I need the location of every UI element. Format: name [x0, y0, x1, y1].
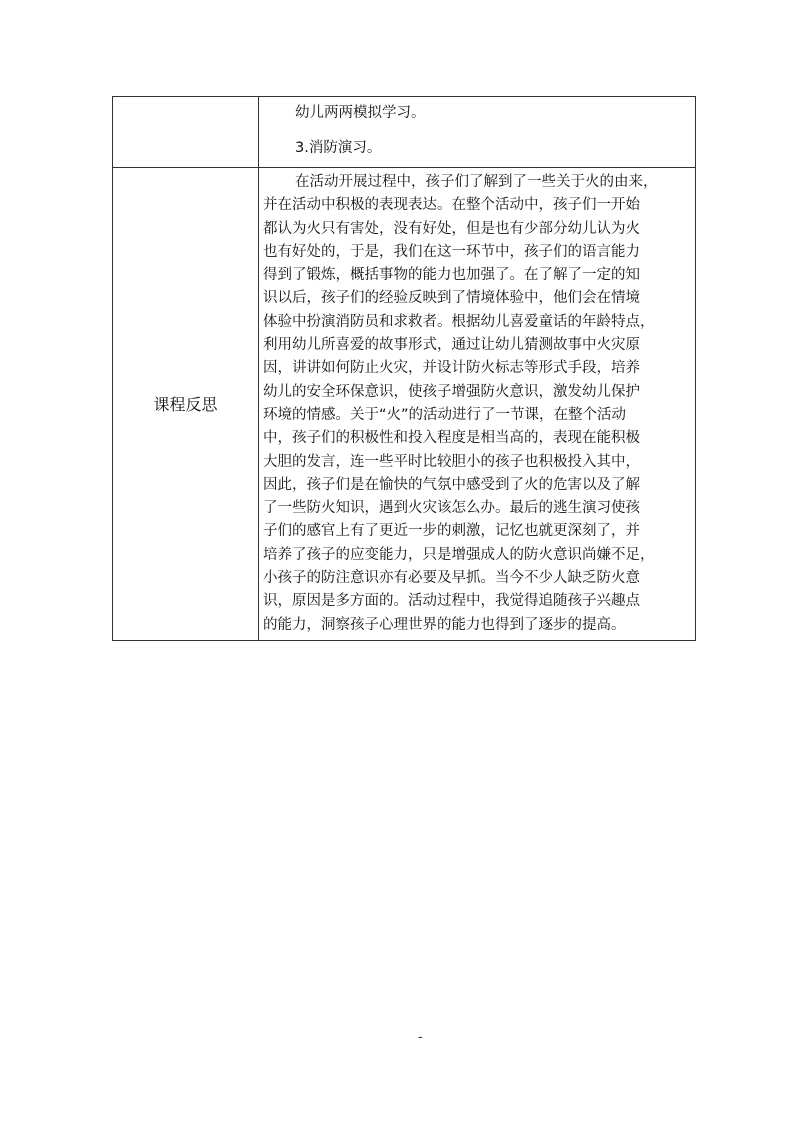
page-footer-mark: - — [418, 1030, 423, 1045]
row-label-empty — [113, 97, 259, 168]
reflection-line: 子们的感官上有了更近一步的刺激，记忆也就更深刻了，并 — [263, 523, 640, 540]
reflection-line: 因，讲讲如何防止火灾，并设计防火标志等形式手段，培养 — [263, 360, 640, 377]
reflection-line: 大胆的发言，连一些平时比较胆小的孩子也积极投入其中， — [263, 453, 640, 470]
reflection-line: 识以后，孩子们的经验反映到了情境体验中，他们会在情境 — [263, 290, 640, 307]
reflection-line: 了一些防火知识，遇到火灾该怎么办。最后的逃生演习使孩 — [263, 500, 640, 517]
table-row — [113, 168, 696, 641]
reflection-line: 中，孩子们的积极性和投入程度是相当高的，表现在能积极 — [263, 430, 640, 447]
reflection-line: 识，原因是多方面的。活动过程中，我觉得追随孩子兴趣点 — [263, 593, 640, 610]
reflection-line: 幼儿的安全环保意识，使孩子增强防火意识，激发幼儿保护 — [263, 383, 640, 400]
reflection-line: 培养了孩子的应变能力，只是增强成人的防火意识尚嫌不足， — [263, 546, 655, 563]
reflection-line: 利用幼儿所喜爱的故事形式，通过让幼儿猜测故事中火灾原 — [263, 337, 640, 354]
reflection-label: 课程反思 — [113, 168, 259, 641]
table-row — [113, 97, 696, 168]
reflection-line: 环境的情感。关于“火”的活动进行了一节课，在整个活动 — [263, 406, 627, 423]
reflection-line: 小孩子的防注意识亦有必要及早抓。当今不少人缺乏防火意 — [263, 570, 640, 587]
step-line: 3.消防演习。 — [295, 140, 382, 156]
reflection-line: 因此，孩子们是在愉快的气氛中感受到了火的危害以及了解 — [263, 476, 640, 493]
step-line: 幼儿两两模拟学习。 — [295, 105, 426, 121]
reflection-text-cell — [259, 168, 696, 641]
reflection-line: 得到了锻炼，概括事物的能力也加强了。在了解了一定的知 — [263, 267, 640, 284]
reflection-line: 也有好处的，于是，我们在这一环节中，孩子们的语言能力 — [263, 243, 640, 260]
reflection-line: 都认为火只有害处，没有好处，但是也有少部分幼儿认为火 — [263, 220, 640, 237]
reflection-line: 并在活动中积极的表现表达。在整个活动中，孩子们一开始 — [263, 197, 640, 214]
reflection-line: 的能力，洞察孩子心理世界的能力也得到了逐步的提高。 — [263, 616, 626, 633]
reflection-line: 在活动开展过程中，孩子们了解到了一些关于火的由来， — [295, 174, 658, 190]
reflection-line: 体验中扮演消防员和求救者。根据幼儿喜爱童话的年龄特点， — [263, 313, 655, 330]
lesson-table — [112, 96, 696, 641]
activity-steps-cell — [259, 97, 696, 168]
